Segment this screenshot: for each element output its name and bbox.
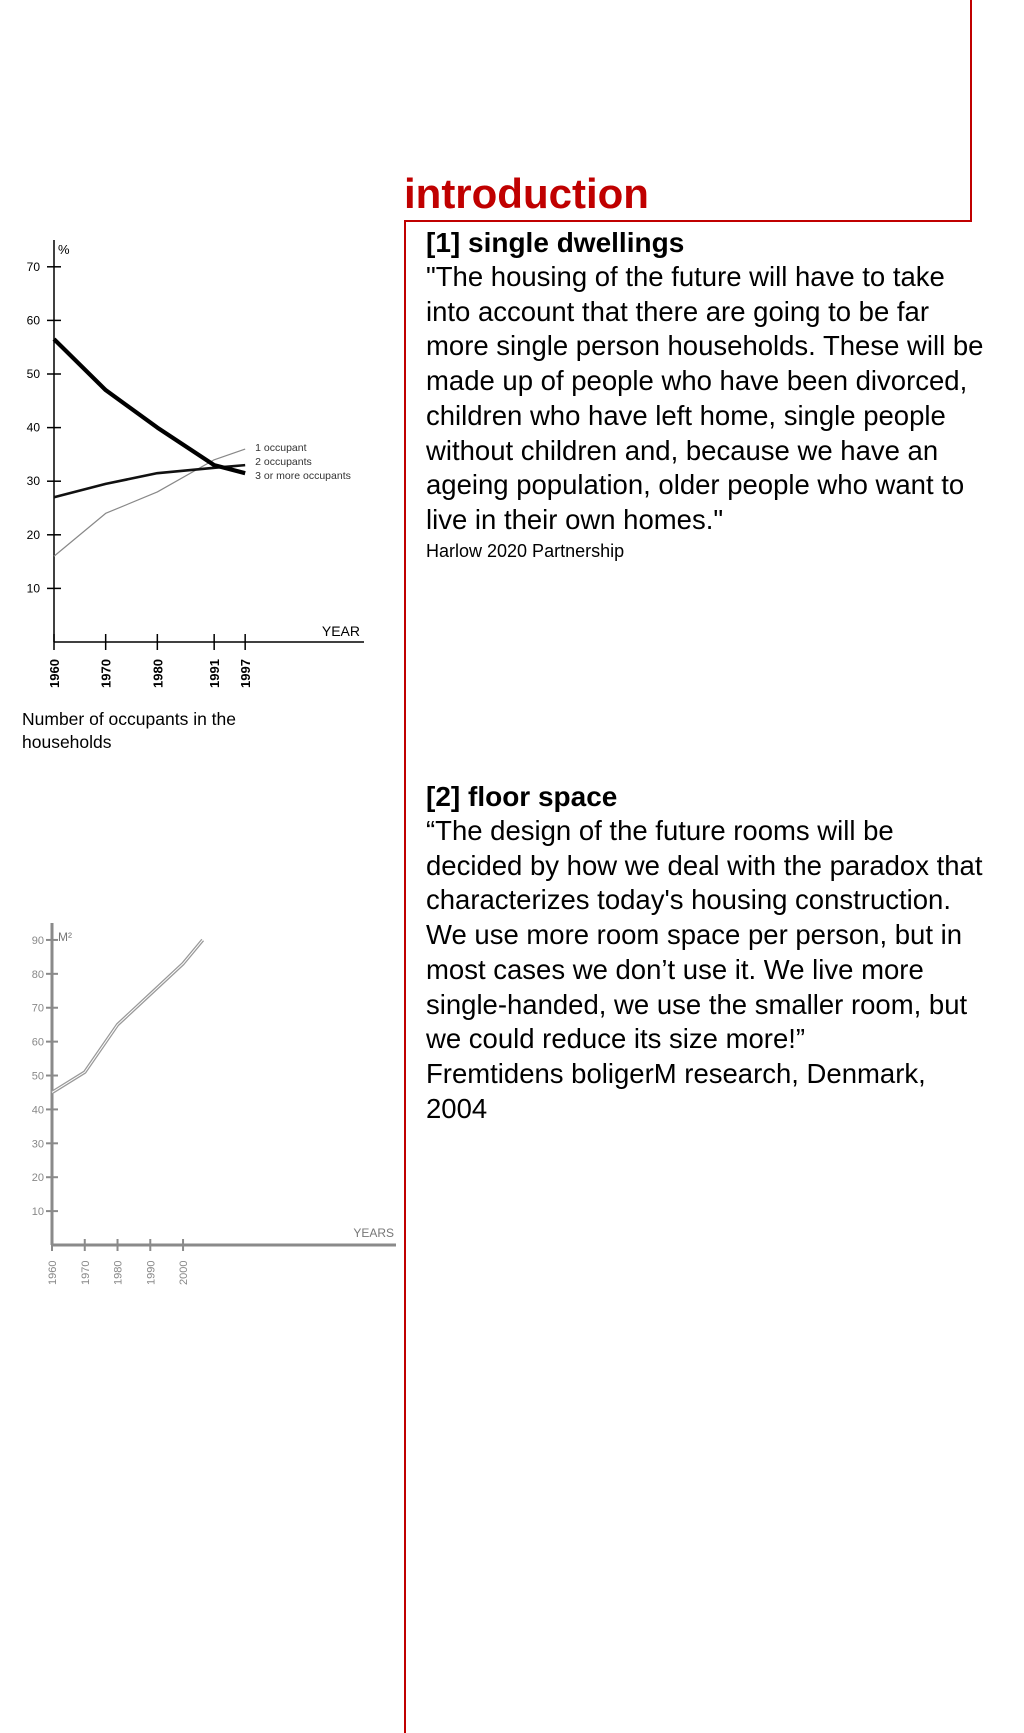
legend-entry: 1 occupant <box>255 442 307 455</box>
x-axis-label: YEAR <box>321 623 360 639</box>
y-tick-label: 80 <box>31 968 44 981</box>
section-heading: [2] floor space <box>426 781 618 812</box>
x-tick-label: 1980 <box>150 659 166 688</box>
series-line <box>54 339 245 473</box>
y-tick-label: 20 <box>31 1172 44 1185</box>
chart-caption: Number of occupants in the households <box>22 709 237 752</box>
section-floor-space <box>426 780 986 1126</box>
y-tick-label: 40 <box>26 420 40 435</box>
y-axis-label: M² <box>58 930 72 944</box>
red-vertical-rule-top <box>970 0 972 222</box>
section-single-dwellings <box>426 226 986 564</box>
y-tick-label: 50 <box>26 367 40 381</box>
x-tick-label: 1980 <box>112 1260 125 1285</box>
section-quote: “The design of the future rooms will be decided by how we deal with the paradox that characterizes today's housing construction. We use more room space per person, but in most cases we don’t use it. We live more single-handed, we use the smaller room, but we could reduce its size more!” <box>426 815 983 1055</box>
y-tick-label: 20 <box>26 527 40 542</box>
legend-entry: 3 or more occupants <box>255 470 351 483</box>
x-tick-label: 1991 <box>207 659 223 688</box>
x-tick-label: 1997 <box>238 659 254 688</box>
y-tick-label: 90 <box>31 934 44 947</box>
x-tick-label: 2000 <box>178 1260 191 1285</box>
section-quote: "The housing of the future will have to take into account that there are going to be far more single person households. These will be made up of people who have been divorced, children who have left home, single people without children and, because we have an ageing population, older people who want to live in their own homes." <box>426 261 984 535</box>
section-source: Fremtidens boligerM research, Denmark, 2004 <box>426 1057 926 1124</box>
y-tick-label: 70 <box>26 259 40 274</box>
x-axis-label: YEARS <box>353 1226 394 1240</box>
page-title: introduction <box>404 170 649 217</box>
y-tick-label: 50 <box>31 1070 44 1083</box>
series-line <box>54 465 245 497</box>
x-tick-label: 1970 <box>79 1260 92 1285</box>
y-tick-label: 10 <box>31 1206 44 1219</box>
legend-entry: 2 occupants <box>255 456 312 469</box>
red-horizontal-rule <box>404 220 972 222</box>
y-tick-label: 60 <box>26 313 40 328</box>
x-tick-label: 1960 <box>47 659 62 688</box>
y-tick-label: 70 <box>31 1002 44 1015</box>
section-heading: [1] single dwellings <box>426 227 685 258</box>
series-line-highlight <box>52 940 203 1093</box>
y-tick-label: 40 <box>31 1104 44 1117</box>
floor-space-chart <box>10 915 410 1305</box>
y-tick-label: 30 <box>31 1138 44 1151</box>
y-tick-label: 30 <box>26 474 40 489</box>
x-tick-label: 1970 <box>98 659 114 688</box>
section-source: Harlow 2020 Partnership <box>426 540 625 561</box>
y-tick-label: 60 <box>31 1036 44 1049</box>
x-tick-label: 1960 <box>47 1260 59 1285</box>
y-tick-label: 10 <box>26 581 40 596</box>
occupants-chart <box>10 230 390 700</box>
y-axis-label: % <box>58 242 70 257</box>
x-tick-label: 1990 <box>145 1260 158 1285</box>
